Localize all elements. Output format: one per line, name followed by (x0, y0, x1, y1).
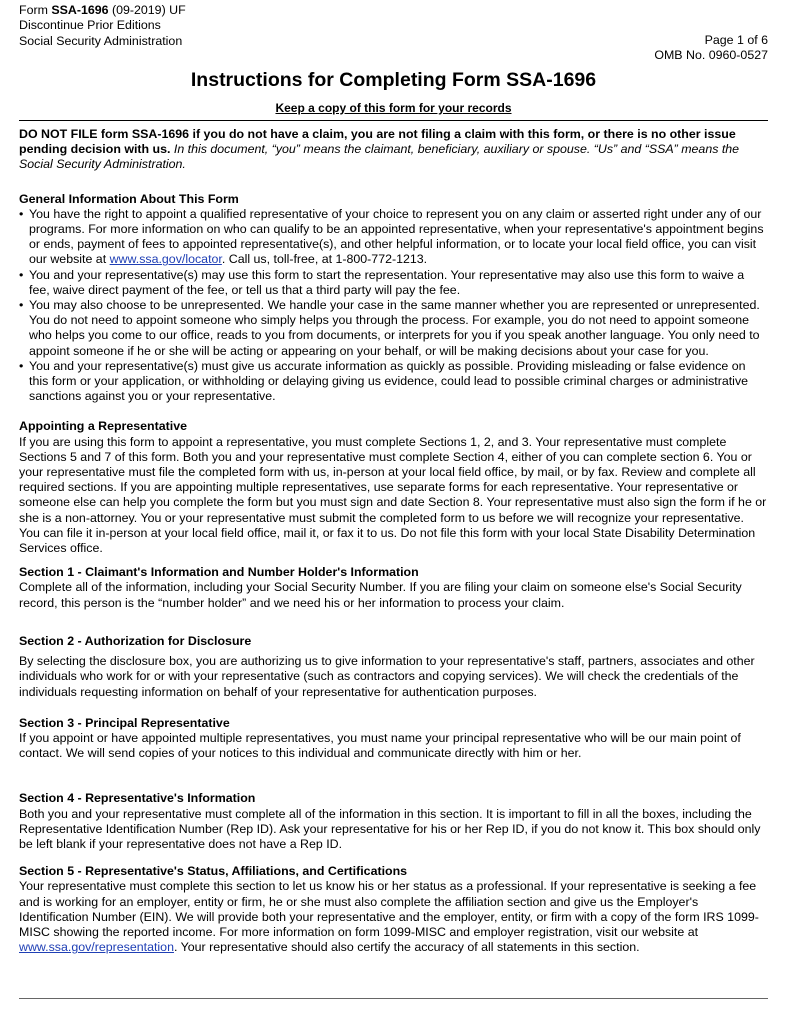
keep-copy-note: Keep a copy of this form for your records (275, 101, 512, 115)
list-item: • You and your representative(s) may use this form to start the representation. Your representative may also use this form to waive a fee, waive direct payment of the fee, or tell us that a third party will pay the fee. (19, 268, 768, 298)
form-header-right (654, 33, 768, 63)
section-1-heading: Section 1 - Claimant's Information and Number Holder's Information (19, 565, 419, 580)
section-1-text: Complete all of the information, including your Social Security Number. If you are filing your claim on someone else's Social Security record, this person is the “number holder” and we need his or her information to process your claim. (19, 580, 742, 610)
section-3-heading: Section 3 - Principal Representative (19, 715, 230, 730)
list-item: • You have the right to appoint a qualified representative of your choice to represent you on any claim or asserted right under any of our programs. For more information on who can qualify to be an appointed representative, when your representative's appointment begins or ends, payment of fees to appointed representative(s), and other helpful information, or to locate your local field office, you can visit our website at www.ssa.gov/locator. Call us, toll-free, at 1-800-772-1213. (19, 207, 768, 268)
section-5-heading: Section 5 - Representative's Status, Affiliations, and Certifications (19, 864, 408, 879)
section-4-text: Both you and your representative must complete all of the information in this section. It is important to fill in all the boxes, including the Representative Identification Number (Rep ID). Ask your representative for his or her Rep ID, if you do not know it. This box should only be left blank if your representative does not have a Rep ID. (19, 806, 761, 851)
page-title: Instructions for Completing Form SSA-1696 (190, 69, 597, 91)
general-info-list (19, 207, 768, 405)
ssa-representation-link[interactable]: www.ssa.gov/representation (19, 940, 174, 955)
list-item: • You and your representative(s) must give us accurate information as quickly as possible. Providing misleading or false evidence on this form or your application, or withholding or delaying giving us evidence, could lead to possible criminal charges or administrative sanctions against you or your representative. (19, 359, 768, 405)
form-id: SSA-1696 (51, 3, 109, 17)
appointing-text: If you are using this form to appoint a representative, you must complete Sections 1, 2, and 3. Your representative must complete Sections 5 and 7 of this form. Both you and your representative must complete Section 4, either of you can complete section 6. You or your representative must file the completed form with us, in-person at your local field office, by mail, or by fax. Review and complete all required sections. If you are appointing multiple representatives, use separate forms for each representative. Your representative or someone else can help you complete the form but you must sign and date Section 8. Your representative must also sign the form if he or she is a non-attorney. You or your representative must submit the completed form to us before we will recognize your representative. You can file it in-person at your local field office, mail it, or fax it to us. Do not file this form with your local State Disability Determination Services office. (19, 434, 767, 556)
form-number: Form SSA-1696 (09-2019) UF (19, 3, 186, 17)
section-3-text: If you appoint or have appointed multiple representatives, you must name your principal representative who will be our main point of contact. We will send copies of your notices to this individual and communicate directly with him or her. (19, 730, 741, 761)
form-header (19, 3, 768, 63)
section-4-heading: Section 4 - Representative's Information (19, 791, 256, 806)
section-2-heading: Section 2 - Authorization for Disclosure (19, 633, 252, 648)
ssa-locator-link[interactable]: www.ssa.gov/locator (109, 252, 222, 267)
section-2-text: By selecting the disclosure box, you are authorizing us to give information to your representative's staff, partners, associates and other individuals who work for or with your representative (such as contractors and copying services). We will check the credentials of the individuals requesting information on behalf of your representative for authentication purposes. (19, 654, 755, 699)
instructions-body (19, 127, 768, 955)
section-5-text: Your representative must complete this section to let us know his or her status as a professional. If your representative is seeking a fee and is working for an employer, entity or firm, he or she must also complete the affiliation section and give us the Employer's Identification Number (EIN). We will provide both your representative and the employer, entity, or firm with a copy of the form IRS 1099-MISC showing the reported income. For more information on form 1099-MISC and employer registration, visit our website at www.ssa.gov/representation. Your representative should also certify the accuracy of all statements in this section. (19, 879, 759, 955)
page-number: Page 1 of 6 (704, 33, 768, 47)
omb-number: OMB No. 0960-0527 (654, 48, 768, 63)
list-item: • You may also choose to be unrepresented. We handle your case in the same manner whether you are represented or unrepresented. You do not need to appoint someone who simply helps you through the process. For example, you do not need to appoint someone who helps you come to our office, reads to you from documents, or interprets for you if you speak another language. You only need to appoint someone if he or she will be acting or appearing on your behalf, or will be making decisions about your case for you. (19, 298, 768, 359)
intro-paragraph: DO NOT FILE form SSA-1696 if you do not have a claim, you are not filing a claim with this form, or there is no other issue pending decision with us. In this document, “you” means the claimant, beneficiary, auxiliary or spouse. “Us” and “SSA” means the Social Security Administration. (19, 127, 740, 172)
footer-divider (19, 998, 768, 999)
agency-name: Social Security Administration (19, 33, 183, 48)
appointing-heading: Appointing a Representative (19, 419, 187, 434)
discontinue-note: Discontinue Prior Editions (19, 18, 161, 33)
form-header-left (19, 3, 186, 48)
general-info-heading: General Information About This Form (19, 191, 239, 206)
header-divider (19, 120, 768, 121)
